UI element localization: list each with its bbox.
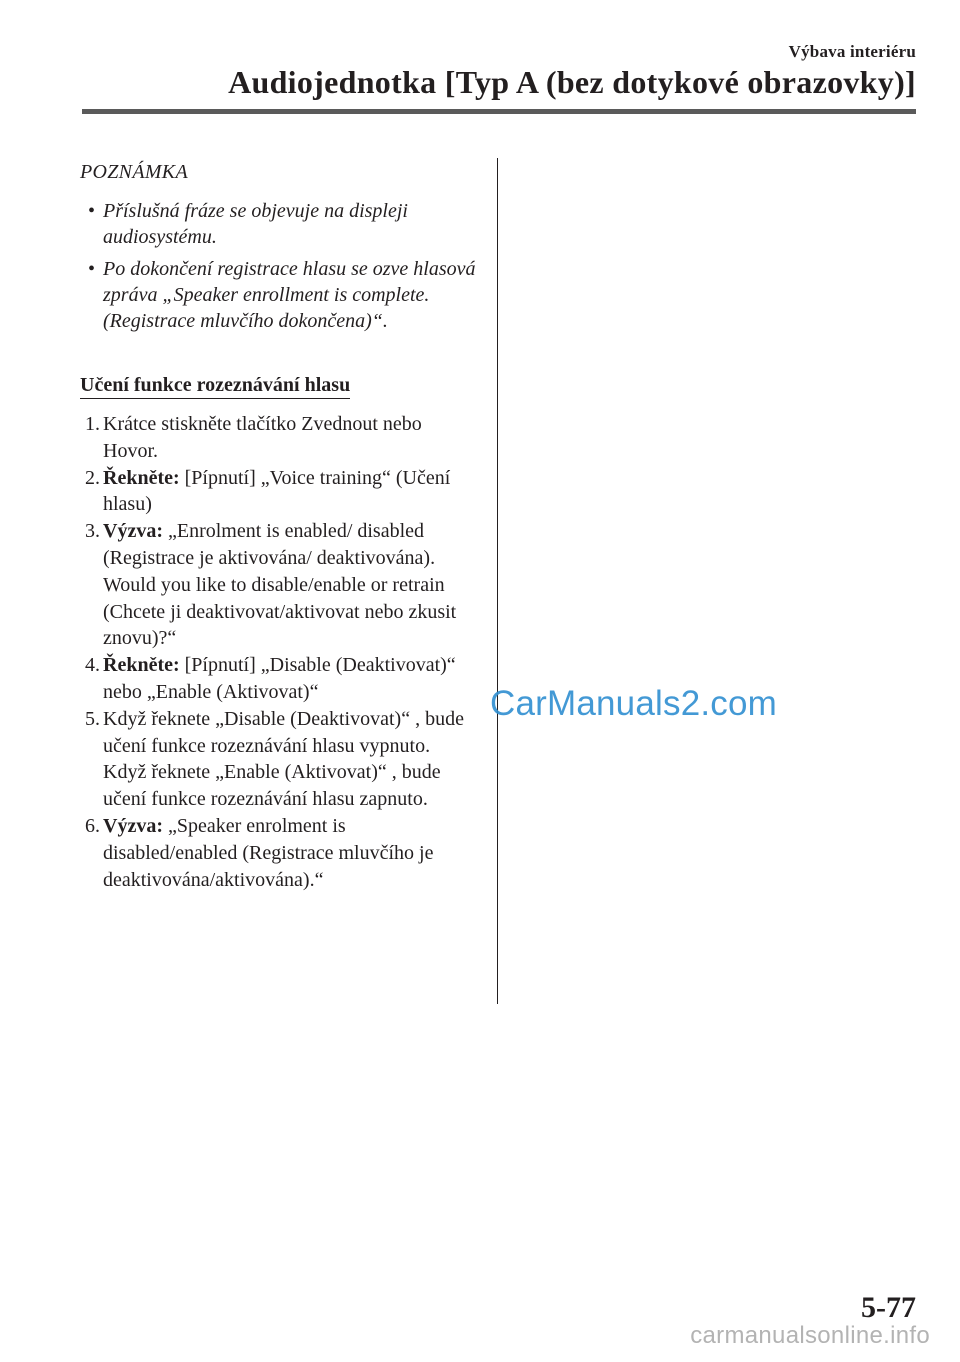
step-extra-text: Když řeknete „Enable (Aktivovat)“ , bude učení funkce rozeznávání hlasu zapnuto.	[103, 761, 441, 811]
footer-watermark: carmanualsonline.info	[690, 1322, 930, 1349]
step-number: 1.	[85, 413, 100, 435]
watermark-logo: CarManuals2.com	[490, 684, 777, 723]
chapter-title: Audiojednotka [Typ A (bez dotykové obrazovky)]	[228, 64, 916, 100]
step-lead: Řekněte:	[103, 654, 180, 677]
step-number: 3.	[85, 520, 100, 543]
step-text: Když řeknete „Disable (Deaktivovat)“ , bude učení funkce rozeznávání hlasu vypnuto.	[103, 707, 464, 757]
page-number: 5-77	[861, 1291, 916, 1324]
step-item	[80, 518, 480, 652]
step-list	[80, 411, 480, 893]
step-number: 4.	[85, 654, 100, 677]
step-text: [Pípnutí] „Voice training“ (Učení hlasu)	[103, 466, 451, 516]
step-item	[80, 411, 480, 465]
step-item	[80, 465, 480, 519]
step-lead: Výzva:	[103, 814, 163, 837]
section-label: Výbava interiéru	[788, 42, 916, 61]
step-item	[80, 706, 480, 813]
note-item	[80, 256, 480, 334]
subsection-title: Učení funkce rozeznávání hlasu	[80, 373, 350, 399]
note-item	[80, 198, 480, 250]
note-list	[80, 198, 480, 340]
bullet-icon: •	[88, 200, 96, 222]
step-item	[80, 813, 480, 893]
note-text: Příslušná fráze se objevuje na displeji audiosystému.	[103, 200, 408, 248]
step-text: „Enrolment is enabled/ disabled (Registrace je aktivována/ deaktivována). Would you like to disable/enable or retrain (Chcete ji deaktivovat/aktivovat nebo zkusit znovu)?“	[103, 520, 457, 650]
column-divider	[497, 158, 498, 1004]
step-lead: Výzva:	[103, 520, 163, 543]
step-text: [Pípnutí] „Disable (Deaktivovat)“ nebo „Enable (Aktivovat)“	[103, 654, 456, 703]
header-rule	[82, 109, 916, 114]
bullet-icon: •	[88, 258, 96, 280]
step-number: 5.	[85, 707, 100, 730]
step-number: 6.	[85, 814, 100, 837]
step-number: 2.	[85, 466, 100, 489]
note-text: Po dokončení registrace hlasu se ozve hlasová zpráva „Speaker enrollment is complete. (Registrace mluvčího dokončena)“.	[103, 258, 476, 332]
step-text: „Speaker enrolment is disabled/enabled (Registrace mluvčího je deaktivována/aktivována).“	[103, 814, 434, 891]
step-text: Krátce stiskněte tlačítko Zvednout nebo Hovor.	[103, 413, 422, 462]
step-item	[80, 652, 480, 706]
note-heading: POZNÁMKA	[80, 161, 188, 183]
step-lead: Řekněte:	[103, 466, 180, 489]
